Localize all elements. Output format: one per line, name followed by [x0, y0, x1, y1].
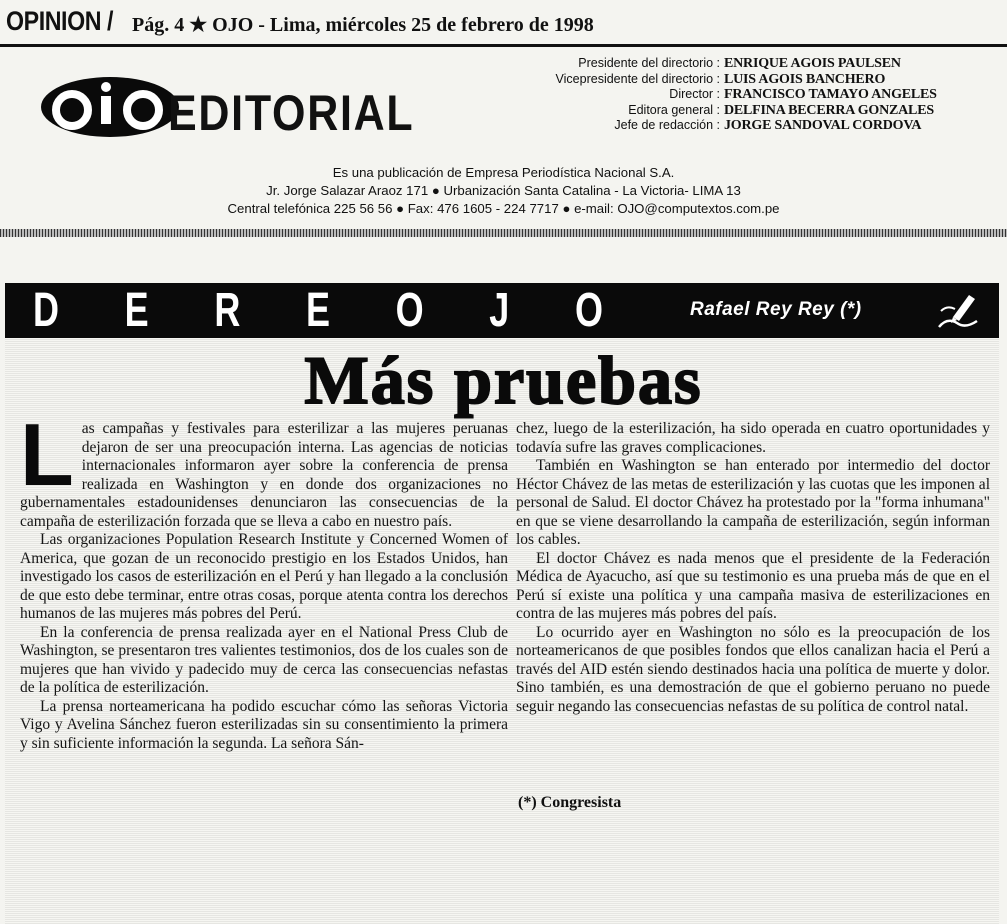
staff-role: Presidente del directorio : — [578, 56, 720, 70]
divider — [0, 229, 1007, 237]
staff-role: Editora general : — [628, 102, 720, 117]
staff-name: JORGE SANDOVAL CORDOVA — [724, 118, 922, 134]
section-label: OPINION / — [6, 6, 114, 36]
column-letter: O — [395, 284, 424, 337]
staff-role: Vicepresidente del directorio : — [555, 71, 720, 86]
article-column-right — [516, 420, 990, 716]
paragraph — [20, 405, 508, 531]
staff-row — [470, 118, 1000, 134]
paragraph: También en Washington se han enterado por intermedio del doctor Héctor Chávez de las metas de esterilización y las cuotas que les imponen al personal de Salud. El doctor Chávez ha protestado por la "forma inhumana" en que se viene desarrollando la campaña de esterilización, según informan los cables. — [516, 457, 990, 548]
author-byline: Rafael Rey Rey (*) — [690, 299, 862, 320]
column-banner — [5, 283, 999, 338]
column-letter: R — [214, 284, 241, 337]
column-name — [33, 283, 603, 338]
ojo-logo — [40, 76, 180, 138]
staff-list — [470, 56, 1000, 134]
staff-row — [470, 56, 1000, 72]
contact-line: Central telefónica 225 56 56 ● Fax: 476 1605 - 224 7717 ● e-mail: OJO@computextos.com.pe — [227, 201, 780, 216]
staff-row — [470, 103, 1000, 119]
page-header — [0, 0, 1007, 47]
staff-name: LUIS AGOIS BANCHERO — [724, 71, 886, 87]
staff-name: DELFINA BECERRA GONZALES — [724, 102, 934, 118]
column-letter: O — [574, 284, 603, 337]
paragraph: La prensa norteamericana ha podido escuchar cómo las señoras Victoria Vigo y Avelina Sánchez fueron esterilizadas sin su consentimiento la primera y sin suficiente información la segunda. La señora Sán- — [20, 697, 508, 752]
staff-role: Jefe de redacción : — [614, 118, 720, 133]
publication-info — [0, 164, 1007, 218]
column-letter: E — [124, 284, 149, 337]
column-letter: D — [33, 284, 60, 337]
staff-row — [470, 72, 1000, 88]
paragraph: chez, luego de la esterilización, ha sido operada en cuatro oportunidades y todavía sufre las graves complicaciones. — [516, 420, 990, 456]
paragraph: Las organizaciones Population Research Institute y Concerned Women of America, que gozan de un reconocido prestigio en los Estados Unidos, han investigado los casos de esterilización en el Perú y han llegado a la conclusión de que esto debe terminar, entre otras cosas, porque atenta contra los derechos humanos de las mujeres más pobres del Perú. — [20, 531, 508, 622]
paragraph: Lo ocurrido ayer en Washington no sólo es la preocupación de los norteamericanos de que posibles fondos que ellos canalizan hacia el Perú a través del AID estén siendo destinados hacia una política de muerte y dolor. Sino también, es una demostración de que el gobierno peruano no puede seguir negando las consecuencias nefastas de su política de control natal. — [516, 623, 990, 715]
publisher-line: Es una publicación de Empresa Periodística Nacional S.A. — [332, 165, 675, 180]
column-letter: J — [489, 284, 510, 337]
address-line: Jr. Jorge Salazar Araoz 171 ● Urbanización Santa Catalina - La Victoria- LIMA 13 — [266, 183, 741, 198]
column-letter: E — [305, 284, 330, 337]
staff-name: FRANCISCO TAMAYO ANGELES — [724, 87, 937, 103]
pen-writing-icon — [933, 287, 983, 333]
staff-role: Director : — [669, 87, 720, 102]
editorial-title: EDITORIAL — [168, 85, 415, 141]
staff-name: ENRIQUE AGOIS PAULSEN — [724, 56, 901, 71]
article-column-left — [20, 405, 508, 753]
paragraph: En la conferencia de prensa realizada ayer en el National Press Club de Washington, se presentaron tres valientes testimonios, dos de los cuales son de mujeres que han vivido y padecido muy de cerca las consecuencias nefastas de la política de esterilización. — [20, 623, 508, 696]
headline: Más pruebas — [304, 342, 703, 418]
dateline: Pág. 4 ★ OJO - Lima, miércoles 25 de febrero de 1998 — [132, 14, 594, 36]
paragraph-text: as campañas y festivales para esterilizar a las mujeres peruanas dejaron de ser una preocupación interna. Las agencias de noticias internacionales informaron ayer sobre la conferencia de prensa realizada en Washington y en donde dos organizaciones no gubernamentales estadounidenses denunciaron las consecuencias de la campaña de esterilización forzada que se lleva a cabo en nuestro país. — [20, 420, 508, 530]
staff-row — [470, 87, 1000, 103]
paragraph: El doctor Chávez es nada menos que el presidente de la Federación Médica de Ayacucho, así que su testimonio es una prueba más de que en el Perú sí existe una política y una campaña masiva de esterilizaciones en contra de las mujeres más pobres del país. — [516, 549, 990, 622]
drop-cap: L — [20, 405, 74, 504]
author-footnote: (*) Congresista — [518, 794, 622, 811]
